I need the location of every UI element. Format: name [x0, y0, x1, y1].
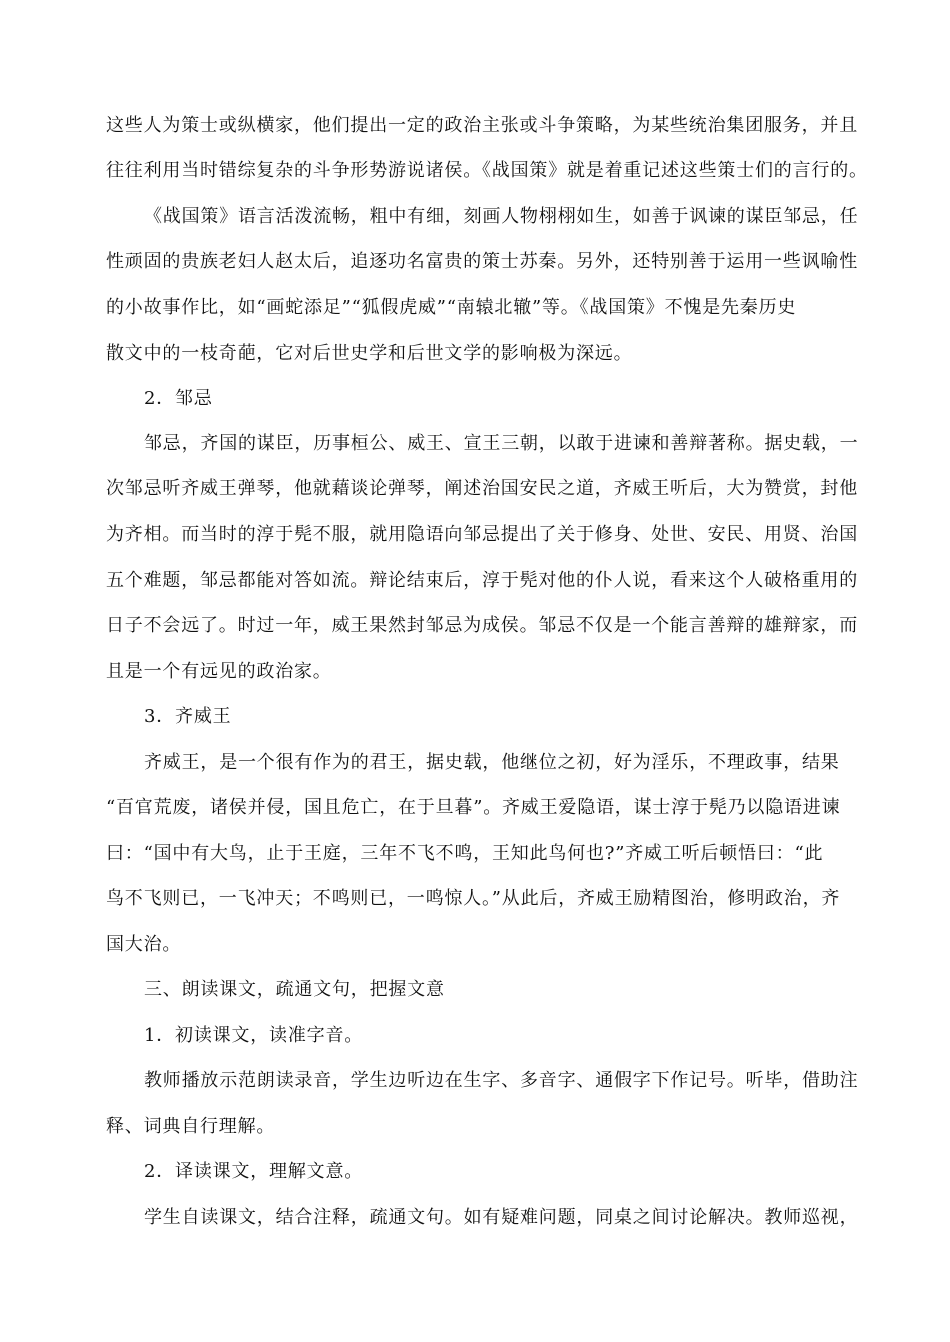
text-line: 鸟不飞则已，一飞冲天；不鸣则已，一鸣惊人。”从此后，齐威王励精图治，修明政治，齐: [106, 888, 841, 909]
text-line: “百官荒废，诸侯并侵，国且危亡，在于旦暮”。齐威王爱隐语，谋士淳于髡乃以隐语进谏: [106, 797, 841, 818]
text-line: 邹忌，齐国的谋臣，历事桓公、威王、宣王三朝，以敢于进谏和善辩著称。据史载，一: [144, 433, 859, 454]
text-line: 五个难题，邹忌都能对答如流。辩论结束后，淳于髡对他的仆人说，看来这个人破格重用的: [106, 570, 858, 591]
text-line: 释、词典自行理解。: [106, 1116, 276, 1137]
text-line: 为齐相。而当时的淳于髡不服，就用隐语向邹忌提出了关于修身、处世、安民、用贤、治国: [106, 524, 858, 545]
text-line: 《战国策》语言活泼流畅，粗中有细，刻画人物栩栩如生，如善于讽谏的谋臣邹忌，任: [144, 206, 859, 227]
text-line: 教师播放示范朗读录音，学生边听边在生字、多音字、通假字下作记号。听毕，借助注: [144, 1070, 859, 1091]
subsection-heading: 1．初读课文，读准字音。: [144, 1025, 364, 1046]
text-line: 的小故事作比，如“画蛇添足”“狐假虎威”“南辕北辙”等。《战国策》不愧是先秦历史: [106, 297, 797, 318]
subsection-heading: 2．译读课文，理解文意。: [144, 1161, 364, 1182]
text-line: 散文中的一枝奇葩，它对后世史学和后世文学的影响极为深远。: [106, 343, 633, 364]
text-line: 且是一个有远见的政治家。: [106, 661, 332, 682]
text-line: 齐威王，是一个很有作为的君王，据史载，他继位之初，好为淫乐，不理政事，结果: [144, 752, 840, 773]
section-heading: 2．邹忌: [144, 388, 213, 409]
text-line: 日子不会远了。时过一年，威王果然封邹忌为成侯。邹忌不仅是一个能言善辩的雄辩家，而: [106, 615, 858, 636]
text-line: 曰：“国中有大鸟，止于王庭，三年不飞不鸣，王知此鸟何也?”齐威工听后顿悟曰：“此: [106, 843, 824, 864]
text-line: 这些人为策士或纵横家，他们提出一定的政治主张或斗争策略，为某些统治集团服务，并且: [106, 115, 858, 136]
text-line: 性顽固的贵族老妇人赵太后，追逐功名富贵的策士苏秦。另外，还特别善于运用一些讽喻性: [106, 251, 858, 272]
text-line: 次邹忌听齐威王弹琴，他就藉谈论弹琴，阐述治国安民之道，齐威王听后，大为赞赏，封他: [106, 478, 858, 499]
text-line: 学生自读课文，结合注释，疏通文句。如有疑难问题，同桌之间讨论解决。教师巡视，: [144, 1207, 859, 1228]
section-heading: 3．齐威王: [144, 706, 232, 727]
text-line: 国大治。: [106, 934, 182, 955]
section-heading: 三、朗读课文，疏通文句，把握文意: [144, 979, 445, 1000]
text-line: 往往利用当时错综复杂的斗争形势游说诸侯。《战国策》就是着重记述这些策士们的言行的。: [106, 160, 868, 181]
